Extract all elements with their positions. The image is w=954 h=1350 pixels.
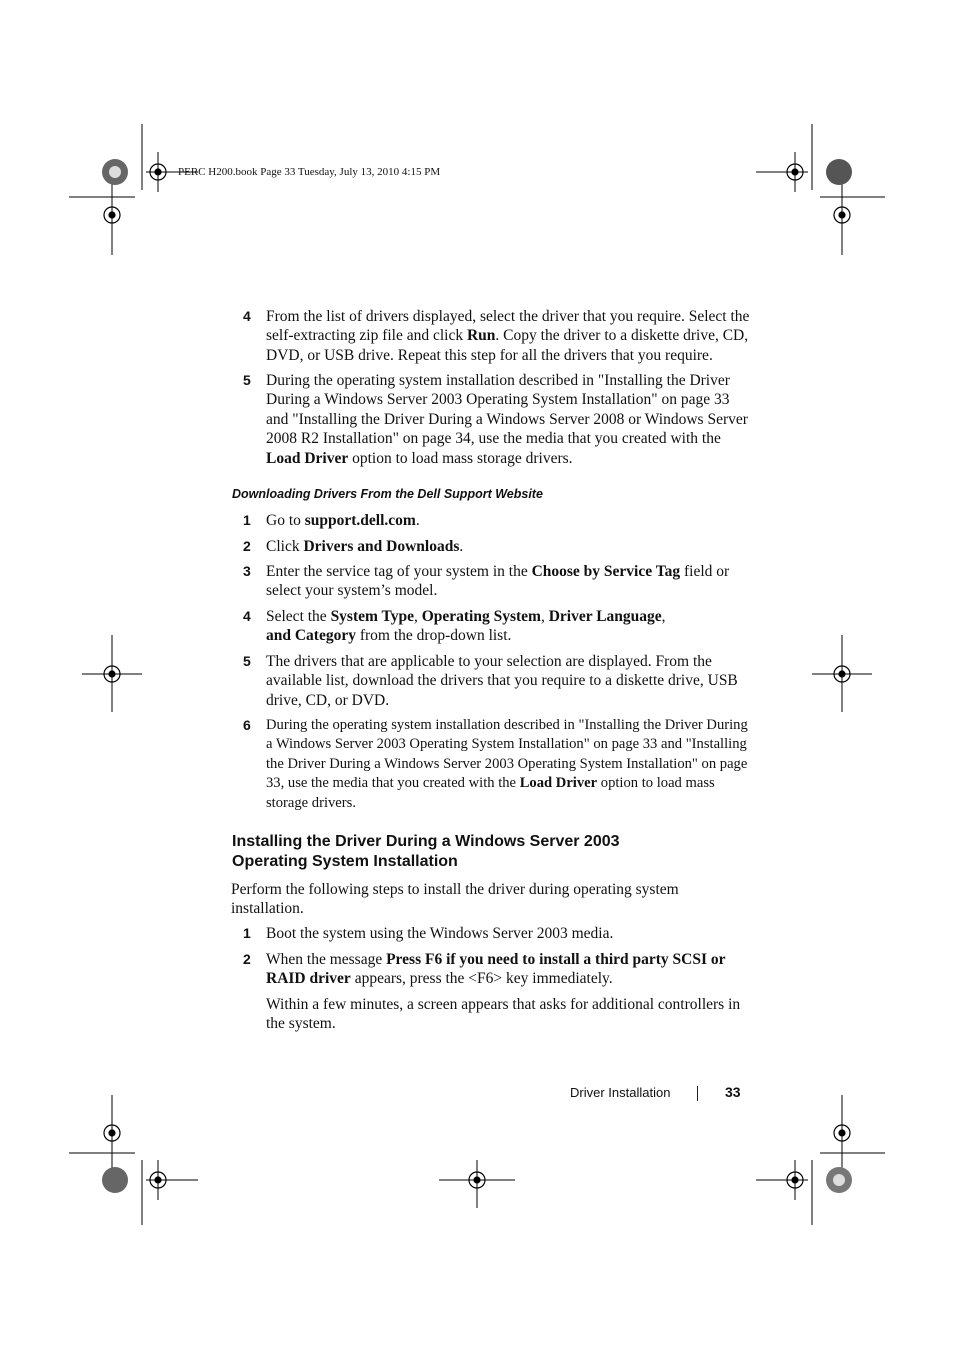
subheading: Downloading Drivers From the Dell Support Website	[232, 487, 543, 501]
intro-paragraph: Perform the following steps to install the driver during operating system installation.	[231, 881, 679, 918]
section-heading: Installing the Driver During a Windows Server 2003 Operating System Installation	[232, 833, 620, 870]
followup-paragraph: Within a few minutes, a screen appears that asks for additional controllers in the system.	[266, 996, 741, 1033]
footer-divider	[697, 1086, 698, 1101]
print-header: PERC H200.book Page 33 Tuesday, July 13, 2010 4:15 PM	[178, 166, 441, 178]
page-number: 33	[725, 1084, 741, 1100]
footer-section-title: Driver Installation	[570, 1085, 671, 1100]
